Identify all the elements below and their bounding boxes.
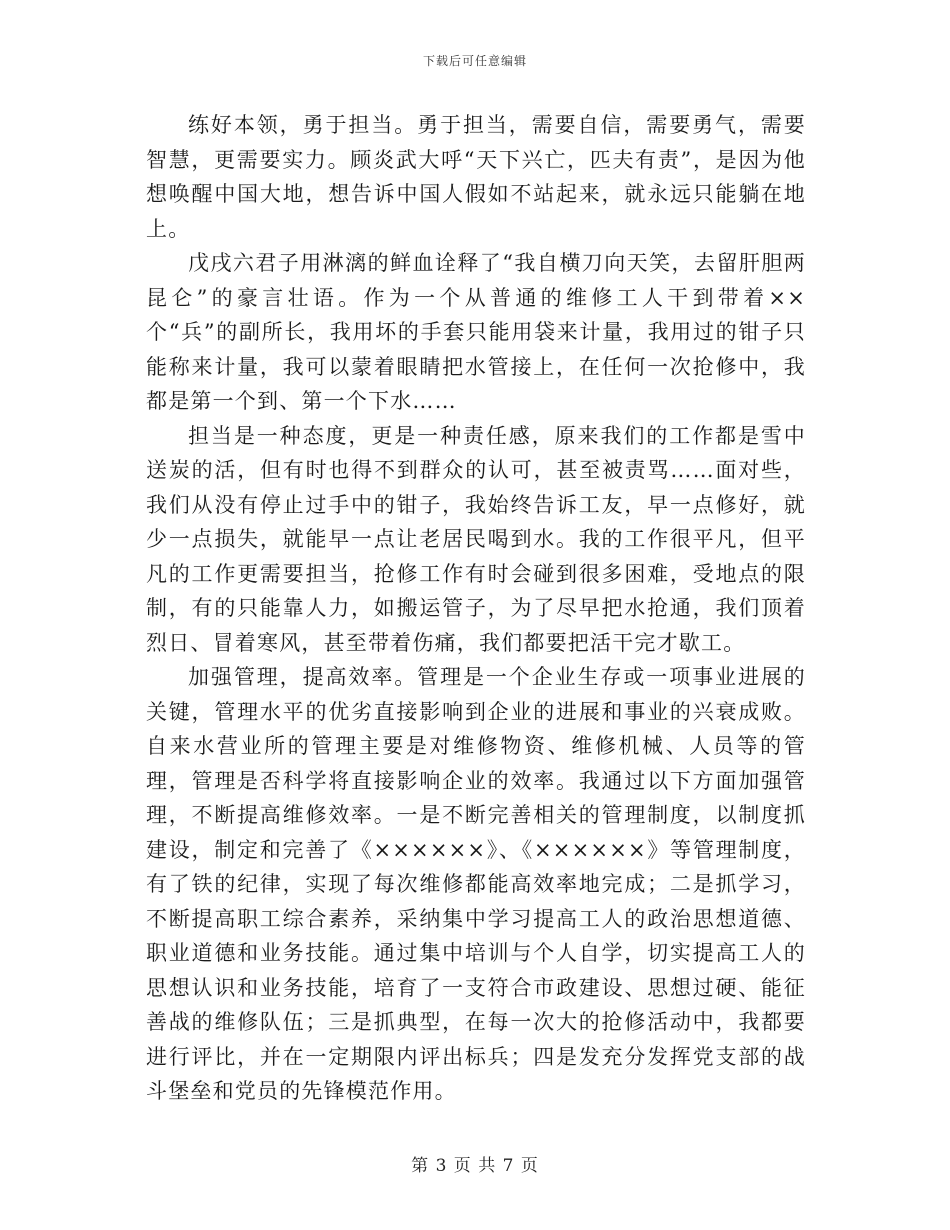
paragraph-4: 加强管理，提高效率。管理是一个企业生存或一项事业进展的关键，管理水平的优劣直接影响到企业的进展和事业的兴衰成败。自来水营业所的管理主要是对维修物资、维修机械、人员等的管理，管理是否科学将直接影响企业的效率。我通过以下方面加强管理，不断提高维修效率。一是不断完善相关的管理制度，以制度抓建设，制定和完善了《××××××》、《××××××》等管理制度，有了铁的纪律，实现了每次维修都能高效率地完成；二是抓学习，不断提高职工综合素养，采纳集中学习提高工人的政治思想道德、职业道德和业务技能。通过集中培训与个人自学，切实提高工人的思想认识和业务技能，培育了一支符合市政建设、思想过硬、能征善战的维修队伍；三是抓典型，在每一次大的抢修活动中，我都要进行评比，并在一定期限内评出标兵；四是发充分发挥党支部的战斗堡垒和党员的先锋模范作用。 bbox=[146, 665, 806, 1103]
paragraph-3: 担当是一种态度，更是一种责任感，原来我们的工作都是雪中送炭的活，但有时也得不到群众的认可，甚至被责骂……面对些，我们从没有停止过手中的钳子，我始终告诉工友，早一点修好，就少一点损失，就能早一点让老居民喝到水。我的工作很平凡，但平凡的工作更需要担当，抢修工作有时会碰到很多困难，受地点的限制，有的只能靠人力，如搬运管子，为了尽早把水抢通，我们顶着烈日、冒着寒风，甚至带着伤痛，我们都要把活干完才歇工。 bbox=[146, 423, 806, 655]
document-body bbox=[146, 108, 806, 1109]
paragraph-2: 戊戌六君子用淋漓的鲜血诠释了“我自横刀向天笑，去留肝胆两昆仑”的豪言壮语。作为一个从普通的维修工人干到带着××个“兵”的副所长，我用坏的手套只能用袋来计量，我用过的钳子只能称来计量，我可以蒙着眼睛把水管接上，在任何一次抢修中，我都是第一个到、第一个下水…… bbox=[146, 251, 806, 413]
page-footer: 第 3 页 共 7 页 bbox=[411, 1156, 539, 1176]
paragraph-1: 练好本领，勇于担当。勇于担当，需要自信，需要勇气，需要智慧，更需要实力。顾炎武大呼“天下兴亡，匹夫有责”，是因为他想唤醒中国大地，想告诉中国人假如不站起来，就永远只能躺在地上。 bbox=[146, 113, 806, 241]
page-header: 下载后可任意编辑 bbox=[422, 54, 527, 68]
